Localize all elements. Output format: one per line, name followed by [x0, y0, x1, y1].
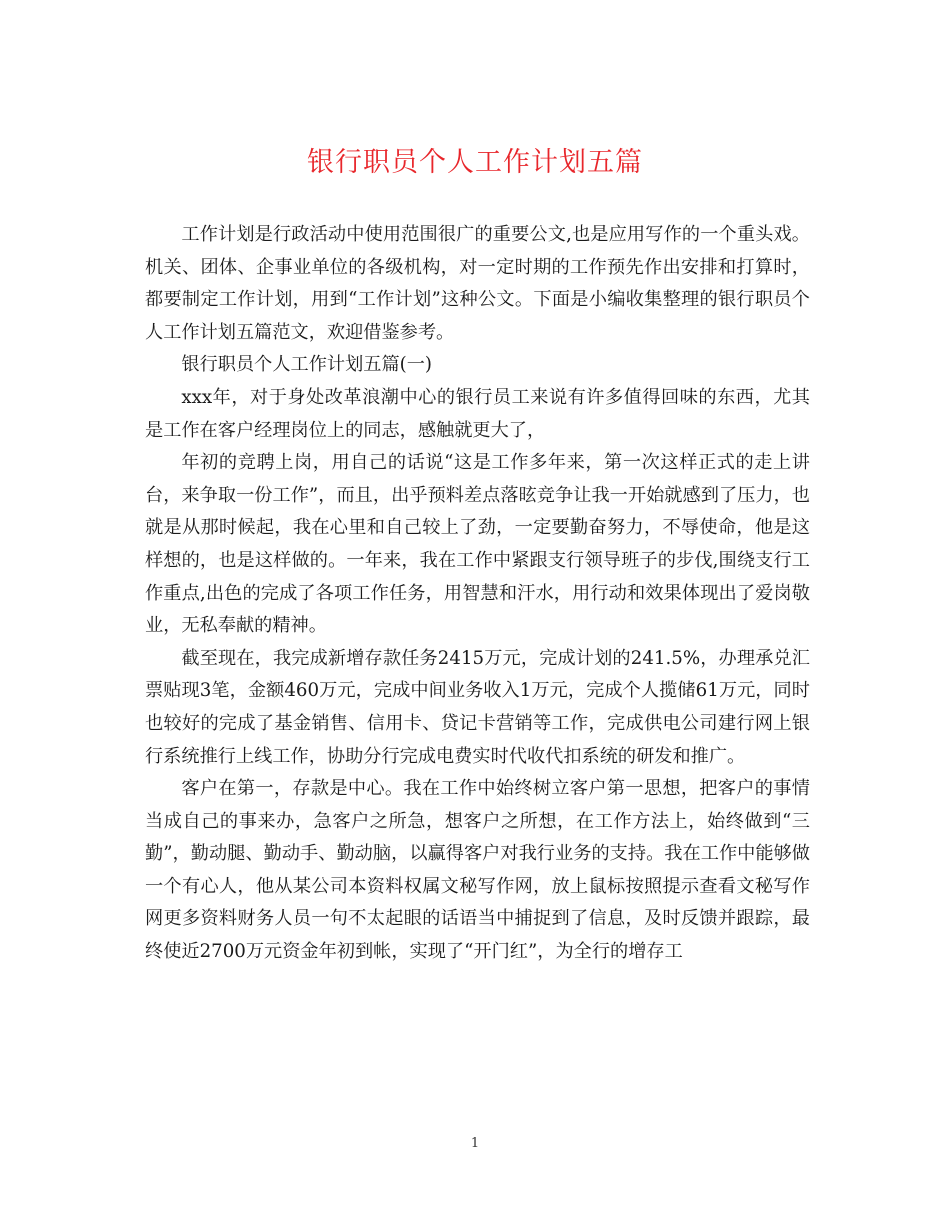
document-title: 银行职员个人工作计划五篇: [307, 147, 643, 178]
paragraph: 客户在第一，存款是中心。我在工作中始终树立客户第一思想，把客户的事情当成自己的事来办，急客户之所急，想客户之所想，在工作方法上，始终做到“三勤”，勤动腿、勤动手、勤动脑，以赢得客户对我行业务的支持。我在工作中能够做一个有心人，他从某公司本资料权属文秘写作网，放上鼠标按照提示查看文秘写作网更多资料财务人员一句不太起眼的话语当中捕捉到了信息，及时反馈并跟踪，最终使近2700万元资金年初到帐，实现了“开门红”，为全行的增存工: [145, 778, 810, 963]
paragraph: xxx年，对于身处改革浪潮中心的银行员工来说有许多值得回味的东西，尤其是工作在客户经理岗位上的同志，感触就更大了，: [145, 386, 810, 441]
page-number: 1: [470, 1136, 480, 1151]
paragraph-intro: 工作计划是行政活动中使用范围很广的重要公文,也是应用写作的一个重头戏。机关、团体、企事业单位的各级机构，对一定时期的工作预先作出安排和打算时，都要制定工作计划，用到“工作计划”这种公文。下面是小编收集整理的银行职员个人工作计划五篇范文，欢迎借鉴参考。: [145, 224, 810, 343]
paragraph: 截至现在，我完成新增存款任务2415万元，完成计划的241.5%，办理承兑汇票贴现3笔，金额460万元，完成中间业务收入1万元，完成个人揽储61万元，同时也较好的完成了基金销售、信用卡、贷记卡营销等工作，完成供电公司建行网上银行系统推行上线工作，协助分行完成电费实时代收代扣系统的研发和推广。: [145, 647, 810, 767]
paragraph: 年初的竞聘上岗，用自己的话说“这是工作多年来，第一次这样正式的走上讲台，来争取一份工作”，而且，出乎预料差点落昡竞争让我一开始就感到了压力，也就是从那时候起，我在心里和自己较上了劲，一定要勤奋努力，不辱使命，他是这样想的，也是这样做的。一年来，我在工作中紧跟支行领导班子的步伐,围绕支行工作重点,出色的完成了各项工作任务，用智慧和汗水，用行动和效果体现出了爱岗敬业，无私奉献的精神。: [145, 452, 810, 637]
section-heading: 银行职员个人工作计划五篇(一): [181, 354, 433, 376]
document-body: [145, 219, 810, 969]
